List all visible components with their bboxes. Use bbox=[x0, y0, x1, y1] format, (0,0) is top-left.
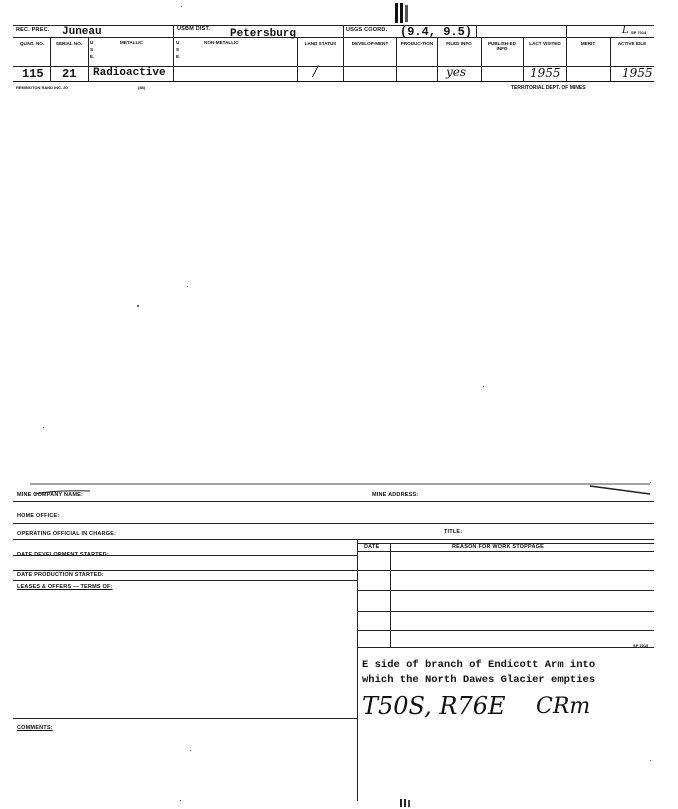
handwritten-location: T50S, R76E bbox=[362, 692, 506, 720]
record-serial-no: 21 bbox=[62, 67, 77, 81]
record-active-idle: 1955 bbox=[622, 66, 653, 80]
top-rule-scribble bbox=[30, 480, 650, 496]
comments-label: COMMENTS: bbox=[17, 725, 53, 731]
record-metallic: Radioactive bbox=[93, 67, 166, 79]
usbm-dist-value: Petersburg bbox=[230, 28, 297, 40]
operating-official-label: OPERATING OFFICIAL IN CHARGE: bbox=[17, 531, 117, 537]
usgs-coord-label: USGS COORD. bbox=[346, 27, 388, 33]
territorial-dept: TERRITORIAL DEPT. OF MINES bbox=[511, 85, 586, 91]
usbm-dist-label: USBM DIST. bbox=[177, 26, 211, 32]
col-published-info: PUBLISH-ED INFO bbox=[487, 41, 517, 52]
date-column-label: DATE bbox=[364, 544, 380, 550]
col-development: DEVELOP-MENT bbox=[351, 41, 389, 46]
record-filed-info: yes bbox=[446, 65, 467, 79]
printer-imprint: REMINGTON RAND INC. 20 bbox=[16, 85, 68, 90]
col-last-visited: LACT VISITED bbox=[529, 41, 561, 46]
corner-value: L bbox=[622, 25, 629, 36]
col-serial-no: SERIAL NO. bbox=[55, 41, 83, 46]
rec-prec-value: Juneau bbox=[62, 26, 102, 38]
form-code: SP 7015 bbox=[633, 643, 649, 648]
record-land-status: / bbox=[313, 64, 318, 80]
col-use-non-metallic: U S E. NON-METALLIC bbox=[176, 40, 239, 59]
col-land-status: LAND STATUS bbox=[304, 41, 337, 46]
record-last-visited: 1955 bbox=[530, 66, 561, 80]
note-line-1: E side of branch of Endicott Arm into bbox=[362, 659, 596, 671]
printer-code: (88) bbox=[138, 85, 146, 90]
binding-mark-bottom bbox=[400, 799, 412, 807]
col-active-idle: ACTIVE IDLE bbox=[617, 41, 647, 46]
corner-code: SP 7014 bbox=[631, 30, 647, 35]
date-production-started-label: DATE PRODUCTION STARTED: bbox=[17, 572, 104, 578]
col-production: PRODUC-TION bbox=[400, 41, 434, 46]
col-filed-info: FILED INFO bbox=[446, 41, 472, 46]
title-label: TITLE: bbox=[444, 529, 463, 535]
col-merit: MERIT bbox=[580, 41, 596, 46]
col-use-metallic: U S E. METALLIC bbox=[90, 40, 143, 59]
home-office-label: HOME OFFICE: bbox=[17, 513, 60, 519]
binding-mark-top bbox=[395, 3, 409, 23]
leases-offers-label: LEASES & OFFERS — TERMS OF: bbox=[17, 584, 113, 590]
rec-prec-label: REC. PREC. bbox=[16, 27, 50, 33]
mine-address-label: MINE ADDRESS: bbox=[372, 492, 419, 498]
date-development-started-label: DATE DEVELOPMENT STARTED: bbox=[17, 552, 109, 558]
usgs-coord-value: (9.4, 9.5) bbox=[400, 25, 473, 39]
record-quad-no: 115 bbox=[22, 67, 44, 81]
note-line-2: which the North Dawes Glacier empties bbox=[362, 674, 596, 686]
mine-company-name-label: MINE COMPANY NAME: bbox=[17, 492, 84, 498]
reason-work-stoppage-label: REASON FOR WORK STOPPAGE bbox=[452, 544, 544, 550]
col-quad-no: QUAD. NO. bbox=[19, 41, 45, 46]
handwritten-initials: CRm bbox=[536, 694, 591, 719]
